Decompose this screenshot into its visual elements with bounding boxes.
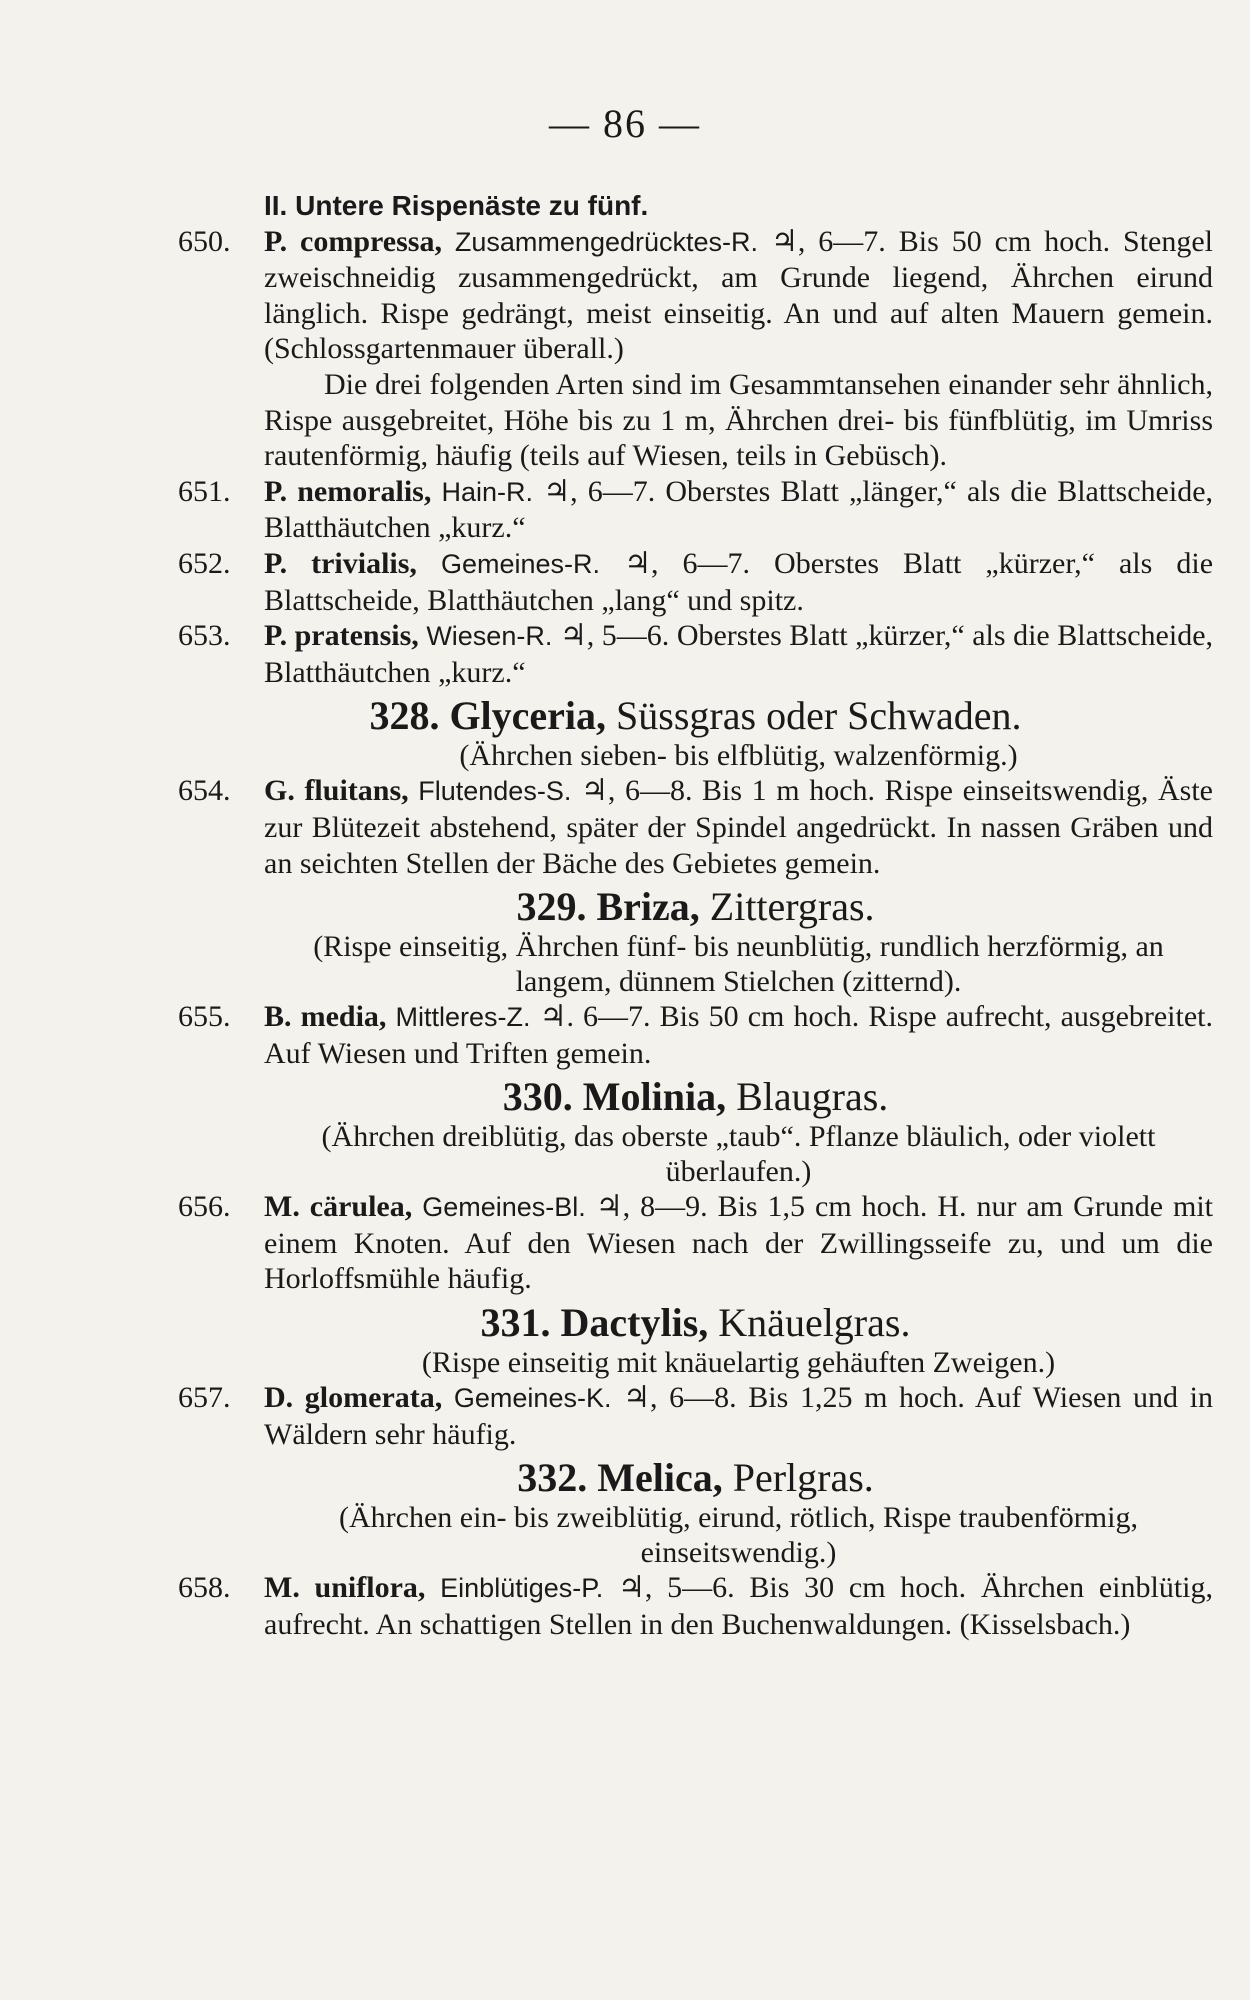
species-name: B. media,	[264, 1000, 387, 1034]
species-description: ♃, 6—7. Bis 50 cm hoch. Stengel zweischneidig zusammengedrückt, am Grunde liegend, Ährchen eirund länglich. Rispe gedrängt, meist einseitig. An und auf alten Mauern gemein. (Schlossgartenmauer überall.)	[264, 224, 1214, 366]
species-entry	[178, 474, 1213, 546]
species-description: ♃, 6—7. Oberstes Blatt „länger,“ als die Blattscheide, Blatthäutchen „kurz.“	[264, 474, 1214, 545]
species-description: ♃, 5—6. Oberstes Blatt „kürzer,“ als die Blattscheide, Blatthäutchen „kurz.“	[264, 619, 1214, 689]
species-description: ♃, 6—8. Bis 1,25 m hoch. Auf Wiesen und in Wäldern sehr häufig.	[264, 1381, 1213, 1451]
species-entry	[178, 546, 1213, 618]
genus-common-name: Blaugras.	[736, 1074, 889, 1120]
entry-number: 654.	[178, 774, 231, 808]
entry-number: 656.	[178, 1190, 231, 1224]
entry-number: 653.	[178, 619, 231, 653]
genus-name: Molinia,	[582, 1074, 727, 1120]
genus-description: (Ährchen dreiblütig, das oberste „taub“. Pflanze bläulich, oder violett überlaufen.)	[321, 1120, 1156, 1189]
entry-number: 658.	[178, 1571, 231, 1605]
entry-number: 655.	[178, 1000, 231, 1034]
note-paragraph: Die drei folgenden Arten sind im Gesammtansehen einander sehr ähnlich, Rispe ausgebreitet, Höhe bis zu 1 m, Ährchen drei- bis fünfblütig, im Umriss rautenförmig, häufig (teils auf Wiesen, teils in Gebüsch).	[264, 367, 1213, 473]
genus-heading	[178, 694, 1213, 738]
species-entry	[178, 1380, 1213, 1452]
species-synonym: Mittleres-Z.	[395, 1002, 531, 1033]
genus-number: 329.	[516, 884, 587, 930]
species-entry	[178, 618, 1213, 690]
species-synonym: Hain-R.	[441, 476, 534, 507]
genus-number: 331.	[480, 1300, 551, 1346]
genus-heading	[178, 1301, 1213, 1345]
genus-name: Dactylis,	[560, 1300, 709, 1346]
genus-description: (Rispe einseitig mit knäuelartig gehäuften Zweigen.)	[421, 1346, 1056, 1380]
species-description: ♃, 6—8. Bis 1 m hoch. Rispe einseitswendig, Äste zur Blütezeit abstehend, später der Spindel angedrückt. In nassen Gräben und an seichten Stellen der Bäche des Gebietes gemein.	[264, 774, 1213, 880]
species-name: M. uniflora,	[264, 1571, 426, 1605]
species-synonym: Zusammengedrücktes-R.	[454, 226, 759, 257]
genus-heading	[178, 1075, 1213, 1119]
genus-heading	[178, 885, 1213, 929]
genus-name: Briza,	[596, 884, 700, 930]
species-name: P. nemoralis,	[264, 474, 432, 508]
genus-description: (Ährchen sieben- bis elfblütig, walzenförmig.)	[459, 739, 1018, 773]
entry-number: 652.	[178, 546, 231, 580]
species-synonym: Gemeines-K.	[453, 1383, 612, 1414]
species-synonym: Flutendes-S.	[418, 776, 572, 807]
species-description: ♃, 6—7. Oberstes Blatt „kürzer,“ als die Blattscheide, Blatthäutchen „lang“ und spitz.	[264, 546, 1214, 617]
genus-number: 332.	[517, 1455, 588, 1501]
genus-name: Glyceria,	[449, 693, 607, 739]
species-name: P. compressa,	[264, 224, 442, 258]
species-entry	[178, 224, 1213, 367]
species-name: P. pratensis,	[264, 619, 419, 653]
species-name: P. trivialis,	[264, 546, 417, 580]
genus-common-name: Perlgras.	[732, 1455, 874, 1501]
species-synonym: Gemeines-Bl.	[422, 1192, 586, 1223]
genus-common-name: Knäuelgras.	[718, 1300, 911, 1346]
species-synonym: Einblütiges-P.	[440, 1573, 604, 1604]
species-description: ♃, 5—6. Bis 30 cm hoch. Ährchen einblütig, aufrecht. An schattigen Stellen in den Buchenwaldungen. (Kisselsbach.)	[264, 1571, 1214, 1641]
species-entry	[178, 1570, 1213, 1642]
genus-number: 328.	[369, 693, 440, 739]
page-body	[178, 188, 1213, 1642]
species-entry	[178, 1189, 1213, 1297]
genus-heading	[178, 1456, 1213, 1500]
species-description: ♃. 6—7. Bis 50 cm hoch. Rispe aufrecht, ausgebreitet. Auf Wiesen und Triften gemein.	[264, 1000, 1214, 1070]
genus-number: 330.	[502, 1074, 573, 1120]
entry-number: 650.	[178, 224, 231, 258]
species-name: M. cärulea,	[264, 1190, 413, 1224]
species-name: G. fluitans,	[264, 774, 409, 808]
entry-number: 651.	[178, 474, 231, 508]
genus-common-name: Süssgras oder Schwaden.	[616, 693, 1022, 739]
species-entry	[178, 999, 1213, 1071]
genus-description: (Rispe einseitig, Ährchen fünf- bis neunblütig, rundlich herzförmig, an langem, dünnem Stielchen (zitternd).	[313, 930, 1164, 999]
species-synonym: Wiesen-R.	[426, 621, 553, 652]
species-entry	[178, 773, 1213, 881]
section-heading: II. Untere Rispenäste zu fünf.	[264, 190, 649, 221]
genus-description: (Ährchen ein- bis zweiblütig, eirund, rötlich, Rispe traubenförmig, einseitswendig.)	[339, 1501, 1138, 1570]
species-description: ♃, 8—9. Bis 1,5 cm hoch. H. nur am Grunde mit einem Knoten. Auf den Wiesen nach der Zwillingsseife zu, und um die Horloffsmühle häufig.	[264, 1190, 1214, 1296]
genus-name: Melica,	[597, 1455, 723, 1501]
species-synonym: Gemeines-R.	[440, 548, 601, 579]
genus-common-name: Zittergras.	[709, 884, 875, 930]
species-name: D. glomerata,	[264, 1381, 443, 1415]
entry-number: 657.	[178, 1381, 231, 1415]
page-number: — 86 —	[549, 101, 701, 146]
